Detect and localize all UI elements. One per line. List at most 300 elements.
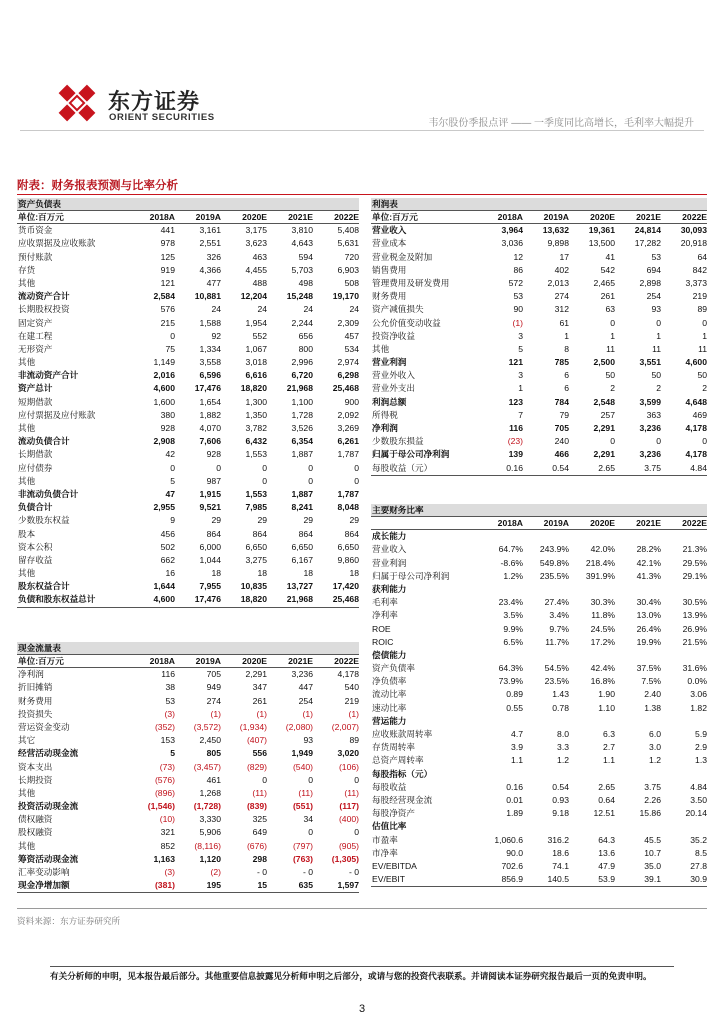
cell-value: 64.3 xyxy=(598,834,615,845)
cell-value: 21.5% xyxy=(682,636,707,647)
cell-value: 978 xyxy=(160,238,175,249)
table-bottom-rule xyxy=(371,475,707,476)
table-row xyxy=(371,741,707,754)
cell-value: 13.6 xyxy=(598,847,615,858)
table-row xyxy=(17,290,359,303)
cell-value: (11) xyxy=(298,787,313,798)
cell-value: 0 xyxy=(308,774,313,785)
row-label: 投资损失 xyxy=(18,708,53,719)
cell-value: 9,860 xyxy=(337,554,359,565)
row-label: 应付票据及应付账款 xyxy=(18,409,96,420)
cell-value: 7,955 xyxy=(199,581,221,592)
cell-value: 79 xyxy=(559,409,569,420)
cell-value: 540 xyxy=(344,682,359,693)
row-label: 营业利润 xyxy=(372,557,407,568)
cell-value: 2,013 xyxy=(547,277,569,288)
cell-value: 86 xyxy=(513,264,523,275)
cell-value: 6,616 xyxy=(245,370,267,381)
cell-value: 26.4% xyxy=(636,623,661,634)
cell-value: 1,350 xyxy=(245,409,267,420)
cell-value: 20.14 xyxy=(685,808,707,819)
row-label: 每股指标（元） xyxy=(372,768,433,779)
cell-value: 3,623 xyxy=(245,238,267,249)
cell-value: 656 xyxy=(298,330,313,341)
cell-value: 542 xyxy=(600,264,615,275)
cell-value: (10) xyxy=(159,814,175,825)
source-note: 资料来源：东方证券研究所 xyxy=(17,916,121,926)
year-header: 2018A xyxy=(497,518,523,528)
cell-value: 254 xyxy=(298,695,313,706)
cell-value: 54.5% xyxy=(544,663,569,674)
category-row xyxy=(371,768,707,781)
cell-value: 42 xyxy=(165,449,175,460)
cell-value: 0 xyxy=(702,436,707,447)
cell-value: 0.16 xyxy=(506,781,523,792)
cell-value: (2,007) xyxy=(331,721,359,732)
cell-value: 0.93 xyxy=(552,794,569,805)
cell-value: 594 xyxy=(298,251,313,262)
cell-value: 4,070 xyxy=(199,423,221,433)
year-header: 2020E xyxy=(242,212,267,222)
cell-value: 41.3% xyxy=(636,570,661,581)
cell-value: 9,521 xyxy=(199,502,221,513)
cell-value: (1,305) xyxy=(331,853,359,864)
table-row xyxy=(371,251,707,264)
table-row xyxy=(17,382,359,395)
cell-value: 6,650 xyxy=(337,541,359,552)
cell-value: 4.84 xyxy=(690,462,707,473)
cell-value: 93 xyxy=(651,304,661,315)
row-label: 毛利率 xyxy=(372,597,398,608)
cell-value: 864 xyxy=(344,528,359,539)
table-row xyxy=(371,422,707,435)
brand-name-cn: 东方证券 xyxy=(108,89,201,114)
cell-value: 0 xyxy=(354,774,359,785)
cell-value: 30,093 xyxy=(680,225,707,236)
cell-value: 90 xyxy=(513,304,523,315)
cell-value: - 0 xyxy=(302,867,313,877)
row-label: 营业外支出 xyxy=(372,383,415,394)
table-row xyxy=(17,264,359,277)
year-header: 2020E xyxy=(242,656,267,666)
row-label: 资产总计 xyxy=(18,383,53,394)
cell-value: 549.8% xyxy=(539,557,569,568)
cell-value: 5,703 xyxy=(291,264,313,275)
cell-value: 6,432 xyxy=(245,436,267,447)
cell-value: 805 xyxy=(206,748,221,759)
row-label: 所得税 xyxy=(372,409,398,420)
cell-value: 3,020 xyxy=(337,748,359,759)
cell-value: 3,161 xyxy=(199,225,221,236)
cell-value: 6,650 xyxy=(245,541,267,552)
cell-value: 1,882 xyxy=(199,409,221,420)
cell-value: 1.82 xyxy=(690,702,707,713)
row-label: 财务费用 xyxy=(18,695,53,706)
cell-value: (551) xyxy=(292,801,313,812)
cell-value: 1,060.6 xyxy=(494,834,523,845)
page-header xyxy=(0,0,724,140)
table-row xyxy=(17,277,359,290)
cell-value: 28.2% xyxy=(636,544,661,555)
cell-value: 31.6% xyxy=(682,663,707,674)
cell-value: 24 xyxy=(349,304,359,315)
table-row xyxy=(371,343,707,356)
table-row xyxy=(17,237,359,250)
table-row xyxy=(371,290,707,303)
row-label: 汇率变动影响 xyxy=(18,867,70,877)
cell-value: (106) xyxy=(338,761,359,772)
cell-value: 2,996 xyxy=(291,357,313,368)
table-row xyxy=(17,501,359,514)
cell-value: 864 xyxy=(252,528,267,539)
cell-value: 3,330 xyxy=(199,814,221,825)
table-row xyxy=(371,754,707,767)
cell-value: 1,120 xyxy=(199,853,221,864)
cell-value: 125 xyxy=(160,251,175,262)
cell-value: (3,457) xyxy=(193,761,221,772)
cell-value: 1,268 xyxy=(199,787,221,798)
cell-value: 1.43 xyxy=(552,689,569,700)
cell-value: 19.9% xyxy=(636,636,661,647)
table-row xyxy=(17,734,359,747)
cell-value: 3.3 xyxy=(557,742,569,753)
cell-value: 17,476 xyxy=(194,383,221,394)
cell-value: 274 xyxy=(554,291,569,302)
cell-value: 2 xyxy=(702,383,707,394)
cell-value: 15 xyxy=(257,880,267,891)
table-row xyxy=(17,422,359,435)
cell-value: 18 xyxy=(211,568,221,579)
cell-value: 29 xyxy=(257,515,267,526)
cell-value: 240 xyxy=(554,436,569,447)
cell-value: 42.0% xyxy=(590,544,615,555)
cell-value: 6,000 xyxy=(199,541,221,552)
cell-value: 6 xyxy=(564,383,569,394)
cell-value: 3,599 xyxy=(639,396,661,407)
row-label: 非流动资产合计 xyxy=(18,370,79,381)
cell-value: 0.78 xyxy=(552,702,569,713)
row-label: 经营活动现金流 xyxy=(18,748,79,759)
cell-value: 0 xyxy=(170,330,175,341)
cell-value: 18,820 xyxy=(240,594,267,605)
cell-value: (1) xyxy=(348,708,359,719)
table-row xyxy=(371,330,707,343)
cell-value: 42.1% xyxy=(636,557,661,568)
cell-value: 0.89 xyxy=(506,689,523,700)
cell-value: 90.0 xyxy=(506,847,523,858)
cell-value: 463 xyxy=(252,251,267,262)
cell-value: 123 xyxy=(508,396,523,407)
cell-value: 1.1 xyxy=(603,755,615,766)
row-label: 股东权益合计 xyxy=(18,581,70,592)
table-row xyxy=(371,435,707,448)
cell-value: 1,600 xyxy=(153,396,175,407)
row-label: 负债和股东权益总计 xyxy=(18,594,96,605)
cell-value: 93 xyxy=(303,735,313,746)
cell-value: 3,275 xyxy=(245,554,267,565)
cell-value: 1 xyxy=(564,330,569,341)
cell-value: 30.4% xyxy=(636,597,661,608)
table-row xyxy=(17,580,359,593)
cell-value: 2.7 xyxy=(603,742,615,753)
cell-value: 0 xyxy=(262,774,267,785)
cell-value: 5 xyxy=(518,343,523,354)
table-row xyxy=(371,794,707,807)
cell-value: (11) xyxy=(252,787,267,798)
company-logo xyxy=(54,80,254,130)
cell-value: 11 xyxy=(652,343,661,354)
cell-value: 20,918 xyxy=(680,238,707,249)
cell-value: -8.6% xyxy=(500,557,523,568)
cell-value: 402 xyxy=(554,264,569,275)
table-row xyxy=(371,356,707,369)
cell-value: 477 xyxy=(206,277,221,288)
cell-value: 469 xyxy=(692,409,707,420)
table-row xyxy=(17,488,359,501)
table-row xyxy=(371,807,707,820)
cell-value: 3.75 xyxy=(644,781,661,792)
cell-value: 41 xyxy=(605,251,615,262)
cell-value: 39.1 xyxy=(644,874,661,885)
row-label: 营业税金及附加 xyxy=(372,251,433,262)
table-row xyxy=(17,681,359,694)
cell-value: 363 xyxy=(646,409,661,420)
cell-value: 73.9% xyxy=(498,676,523,687)
cell-value: 2,016 xyxy=(153,370,175,381)
table-title: 资产负债表 xyxy=(17,198,359,211)
cell-value: 2,092 xyxy=(337,409,359,420)
row-label: 应收票据及应收账款 xyxy=(18,238,96,249)
cell-value: 785 xyxy=(554,357,569,368)
cell-value: (3) xyxy=(164,708,175,719)
cell-value: 0 xyxy=(308,462,313,473)
table-row xyxy=(371,462,707,475)
cell-value: (1,934) xyxy=(239,721,267,732)
cell-value: 116 xyxy=(161,669,175,680)
cell-value: 4,643 xyxy=(291,238,313,249)
cell-value: 1,787 xyxy=(337,488,359,499)
category-row xyxy=(371,530,707,543)
cell-value: (576) xyxy=(154,774,175,785)
cell-value: 24.5% xyxy=(590,623,615,634)
cell-value: 635 xyxy=(298,880,313,891)
cell-value: 13,632 xyxy=(542,225,569,236)
cell-value: 2,548 xyxy=(593,396,615,407)
cell-value: 0.0% xyxy=(687,676,707,687)
cell-value: 89 xyxy=(697,304,707,315)
cell-value: 18,820 xyxy=(240,383,267,394)
cell-value: 29.5% xyxy=(682,557,707,568)
cell-value: 17,476 xyxy=(194,594,221,605)
cell-value: 919 xyxy=(160,264,175,275)
row-label: 其他 xyxy=(18,568,36,579)
table-row xyxy=(17,356,359,369)
table-title: 主要财务比率 xyxy=(371,504,707,517)
row-label: 其他 xyxy=(372,343,390,354)
cell-value: 29 xyxy=(303,515,313,526)
row-label: 其他 xyxy=(18,475,36,486)
cell-value: 1,949 xyxy=(291,748,313,759)
cell-value: 928 xyxy=(160,423,175,433)
cell-value: 235.5% xyxy=(539,570,569,581)
cell-value: 9.9% xyxy=(503,623,523,634)
cell-value: 3.06 xyxy=(690,689,707,700)
cell-value: 21,968 xyxy=(286,383,313,394)
cell-value: 3,964 xyxy=(501,225,523,236)
cell-value: 5,631 xyxy=(337,238,359,249)
table-row xyxy=(17,343,359,356)
cell-value: 53.9 xyxy=(598,874,615,885)
cell-value: 19,170 xyxy=(332,291,359,302)
cell-value: 694 xyxy=(646,264,661,275)
cell-value: 856.9 xyxy=(501,874,523,885)
row-label: 流动资产合计 xyxy=(18,291,70,302)
cell-value: 64.7% xyxy=(498,544,523,555)
cell-value: 4,600 xyxy=(153,594,175,605)
cell-value: 4,455 xyxy=(245,264,267,275)
cell-value: 987 xyxy=(206,475,221,486)
cell-value: 1,597 xyxy=(337,880,359,891)
table-row xyxy=(371,369,707,382)
year-header: 2018A xyxy=(149,212,175,222)
row-label: 货币资金 xyxy=(18,225,53,236)
table-row xyxy=(17,721,359,734)
row-label: 营业成本 xyxy=(372,238,407,249)
cell-value: 13,500 xyxy=(588,238,615,249)
table-row xyxy=(371,873,707,886)
cell-value: 4,178 xyxy=(337,669,359,680)
table-row xyxy=(17,668,359,681)
cell-value: 274 xyxy=(206,695,221,706)
row-label: 净利率 xyxy=(372,610,398,621)
year-header: 2021E xyxy=(636,518,661,528)
cell-value: 219 xyxy=(344,695,359,706)
table-row xyxy=(371,264,707,277)
cell-value: (352) xyxy=(154,721,175,732)
table-row xyxy=(17,448,359,461)
cell-value: (676) xyxy=(246,840,267,851)
table-row xyxy=(17,435,359,448)
page-number: 3 xyxy=(358,1003,366,1015)
cell-value: 12,204 xyxy=(240,291,267,302)
cell-value: 215 xyxy=(160,317,175,328)
cell-value: 312 xyxy=(554,304,569,315)
cell-value: (763) xyxy=(292,853,313,864)
row-label: 短期借款 xyxy=(18,396,53,407)
row-label: 存货周转率 xyxy=(372,742,415,753)
cell-value: 0 xyxy=(702,317,707,328)
row-label: ROE xyxy=(372,623,391,634)
cell-value: 75 xyxy=(165,343,175,354)
table-bottom-rule xyxy=(17,892,359,893)
cell-value: 800 xyxy=(298,343,313,354)
cell-value: 16.8% xyxy=(590,676,615,687)
year-header: 2018A xyxy=(149,656,175,666)
cell-value: 3,175 xyxy=(245,225,267,236)
cell-value: 441 xyxy=(160,225,175,236)
row-label: 成长能力 xyxy=(372,531,407,542)
row-label: 净负债率 xyxy=(372,676,407,687)
table-row xyxy=(17,541,359,554)
cell-value: 63 xyxy=(605,304,615,315)
cell-value: 1 xyxy=(702,330,707,341)
cell-value: 257 xyxy=(600,409,615,420)
cell-value: 26.9% xyxy=(682,623,707,634)
cell-value: 8.0 xyxy=(557,729,569,739)
cell-value: 347 xyxy=(252,682,267,693)
table-row xyxy=(371,728,707,741)
cell-value: 380 xyxy=(160,409,175,420)
cell-value: 3,558 xyxy=(199,357,221,368)
cell-value: 0 xyxy=(216,462,221,473)
year-header: 2022E xyxy=(682,212,707,222)
table-row xyxy=(371,702,707,715)
cell-value: 4,600 xyxy=(153,383,175,394)
cell-value: (381) xyxy=(154,880,175,891)
cell-value: 900 xyxy=(344,396,359,407)
row-label: 资本支出 xyxy=(18,761,53,772)
cell-value: 1,954 xyxy=(245,317,267,328)
cell-value: 1,787 xyxy=(337,449,359,460)
table-row xyxy=(371,396,707,409)
cell-value: 3.0 xyxy=(649,742,661,753)
cell-value: 64.3% xyxy=(498,663,523,674)
cell-value: 316.2 xyxy=(547,834,569,845)
cell-value: 949 xyxy=(206,682,221,693)
cell-value: 5,906 xyxy=(199,827,221,838)
cell-value: 461 xyxy=(206,774,221,785)
cell-value: (117) xyxy=(339,801,359,812)
cell-value: 64 xyxy=(697,251,707,262)
cell-value: 74.1 xyxy=(552,860,569,871)
cell-value: 391.9% xyxy=(585,570,615,581)
cell-value: (73) xyxy=(159,761,175,772)
disclaimer-text: 有关分析师的申明，见本报告最后部分。其他重要信息披露见分析师申明之后部分，或请与您的投资代表联系。并请阅读本证券研究报告最后一页的免责申明。 xyxy=(50,971,652,981)
year-header: 2022E xyxy=(334,212,359,222)
table-row xyxy=(371,675,707,688)
cell-value: 195 xyxy=(206,880,221,891)
brand-name-en: ORIENT SECURITIES xyxy=(109,112,215,123)
row-label: 投资活动现金流 xyxy=(18,801,79,812)
row-label: 负债合计 xyxy=(18,502,53,513)
cell-value: 3,373 xyxy=(685,277,707,288)
cell-value: 457 xyxy=(344,330,359,341)
cell-value: (2,080) xyxy=(285,721,313,732)
unit-label xyxy=(371,517,477,529)
cell-value: 45.5 xyxy=(644,834,661,845)
row-label: 其他 xyxy=(18,423,36,433)
cell-value: 4,178 xyxy=(685,423,707,433)
table-row xyxy=(371,224,707,237)
cell-value: 842 xyxy=(692,264,707,275)
cell-value: 1.2 xyxy=(557,755,569,766)
row-label: 总资产周转率 xyxy=(372,755,424,766)
footer-divider xyxy=(50,966,674,967)
cell-value: 2,244 xyxy=(291,317,313,328)
cell-value: 0 xyxy=(354,827,359,838)
cell-value: 0 xyxy=(610,436,615,447)
row-label: 非流动负债合计 xyxy=(18,488,79,499)
cell-value: 326 xyxy=(206,251,221,262)
cell-value: (11) xyxy=(344,787,359,798)
table-row xyxy=(17,409,359,422)
year-header: 2018A xyxy=(497,212,523,222)
cell-value: 3.5% xyxy=(503,610,523,621)
year-header: 2019A xyxy=(195,212,221,222)
row-label: 投资净收益 xyxy=(372,330,415,341)
cell-value: 16 xyxy=(165,568,175,579)
table-row xyxy=(371,623,707,636)
